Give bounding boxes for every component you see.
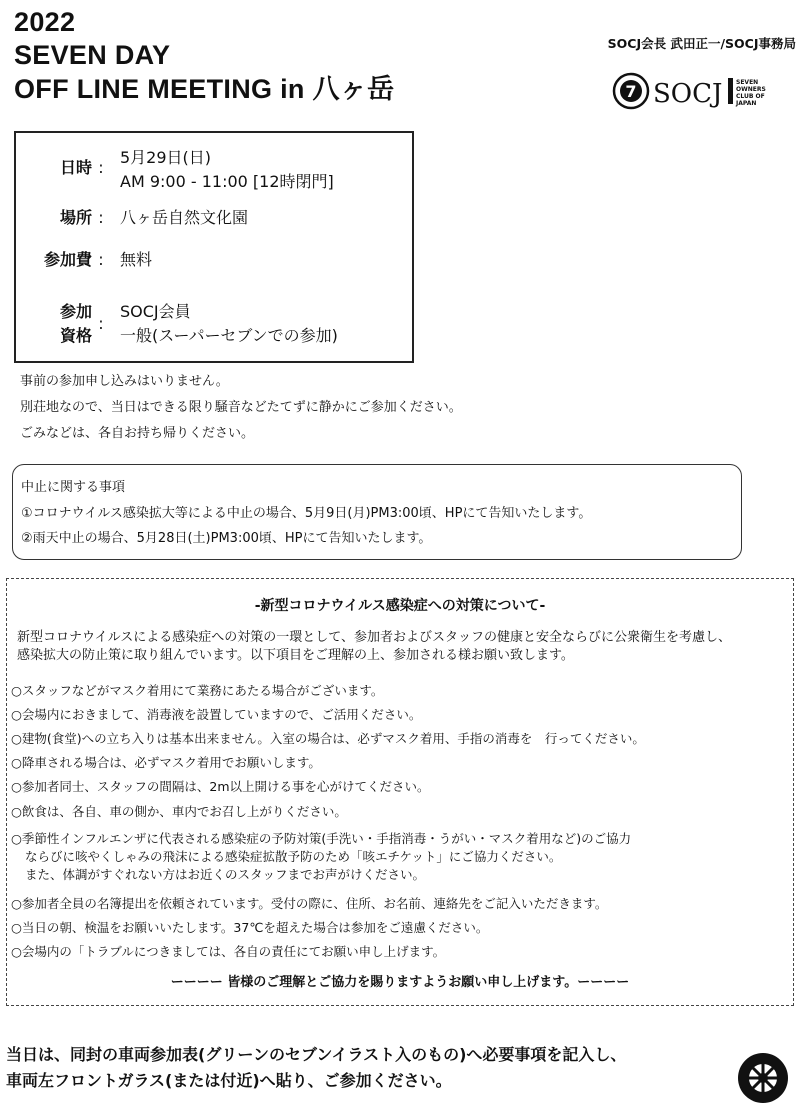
svg-text:7: 7 [625,82,637,101]
covid-item-influenza-cont1: ならびに咳やくしゃみの飛沫による感染症拡散予防のため「咳エチケット」にご協力ください。 [25,849,562,864]
title-meeting: OFF LINE MEETING in 八ヶ岳 [14,74,395,104]
cancellation-box [12,464,742,560]
title-year: 2022 [14,7,76,37]
covid-item-influenza-cont2: また、体調がすぐれない方はお近くのスタッフまでお声がけください。 [25,867,426,882]
place-colon: : [98,208,104,227]
covid-item-staff-mask: ○スタッフなどがマスク着用にて業務にあたる場合がございます。 [11,683,384,698]
covid-item-exit-car: ○降車される場合は、必ずマスク着用でお願いします。 [11,755,321,770]
bottom-instruction-line1: 当日は、同封の車両参加表(グリーンのセブンイラスト入のもの)へ必要事項を記入し、 [6,1045,627,1064]
eligibility-label-line1: 参加 [59,302,92,321]
fee-colon: : [98,250,104,269]
covid-item-building: ○建物(食堂)への立ち入りは基本出来ません。入室の場合は、必ずマスク着用、手指の消毒を 行ってください。 [11,731,645,746]
covid-measures-box [6,578,794,1006]
logo-wordmark: SOCJ [653,79,723,109]
covid-item-eating: ○飲食は、各自、車の側か、車内でお召し上がりください。 [11,804,347,819]
svg-text:SEVEN: SEVEN [736,79,759,86]
eligibility-colon: : [98,314,104,333]
svg-text:CLUB OF: CLUB OF [736,93,765,100]
covid-item-disinfectant: ○会場内におきまして、消毒液を設置していますので、ご活用ください。 [11,707,422,722]
bottom-instruction-line2: 車両左フロントガラス(または付近)へ貼り、ご参加ください。 [6,1071,452,1090]
place-value: 八ヶ岳自然文化園 [120,208,249,227]
covid-intro-line1: 新型コロナウイルスによる感染症への対策の一環として、参加者およびスタッフの健康と安全ならびに公衆衛生を考慮し、 [17,630,731,645]
event-info-box [14,131,414,363]
cancellation-item-rain: ②雨天中止の場合、5月28日(土)PM3:00頃、HPにて告知いたします。 [21,531,432,546]
covid-title: -新型コロナウイルス感染症への対策について- [254,598,546,614]
covid-intro-line2: 感染拡大の防止策に取り組んでいます。以下項目をご理解の上、参加される様お願い致します。 [17,648,574,663]
covid-item-roster: ○参加者全員の名簿提出を依頼されています。受付の際に、住所、お名前、連絡先をご記入いただきます。 [11,896,608,911]
covid-item-distance: ○参加者同士、スタッフの間隔は、2m以上開ける事を心がけてください。 [11,779,430,794]
covid-closing: ーーーー 皆様のご理解とご協力を賜りますようお願い申し上げます。ーーーー [170,975,630,990]
cancellation-item-covid: ①コロナウイルス感染拡大等による中止の場合、5月9日(月)PM3:00頃、HPにて告知いたします。 [21,506,592,521]
date-colon: : [98,158,104,177]
date-label: 日時 [59,158,92,177]
title-seven-day: SEVEN DAY [14,40,171,70]
organizer-credit: SOCJ会長 武田正一/SOCJ事務局 [607,36,796,51]
note-no-registration: 事前の参加申し込みはいりません。 [20,374,229,389]
note-quiet: 別荘地なので、当日はできる限り騒音などたてずに静かにご参加ください。 [20,400,462,415]
covid-item-trouble: ○会場内の「トラブルにつきましては、各自の責任にてお願い申し上げます。 [11,944,446,959]
wheel-icon [737,1052,789,1104]
eligibility-member: SOCJ会員 [120,302,191,321]
time-value: AM 9:00 - 11:00 [12時閉門] [120,172,334,191]
note-trash: ごみなどは、各自お持ち帰りください。 [20,426,255,441]
svg-text:JAPAN: JAPAN [736,100,757,107]
covid-item-temperature: ○当日の朝、検温をお願いいたします。37℃を超えた場合は参加をご遠慮ください。 [11,920,489,935]
fee-label: 参加費 [43,250,92,269]
socj-logo [612,72,794,110]
place-label: 場所 [59,208,92,227]
cancellation-heading: 中止に関する事項 [21,480,126,495]
fee-value: 無料 [120,250,153,269]
eligibility-label-line2: 資格 [59,326,92,345]
covid-item-influenza: ○季節性インフルエンザに代表される感染症の予防対策(手洗い・手指消毒・うがい・マスク着用など)のご協力 [11,831,632,846]
eligibility-general: 一般(スーパーセブンでの参加) [120,326,338,345]
svg-text:OWNERS: OWNERS [736,86,766,93]
date-value: 5月29日(日) [120,148,212,167]
